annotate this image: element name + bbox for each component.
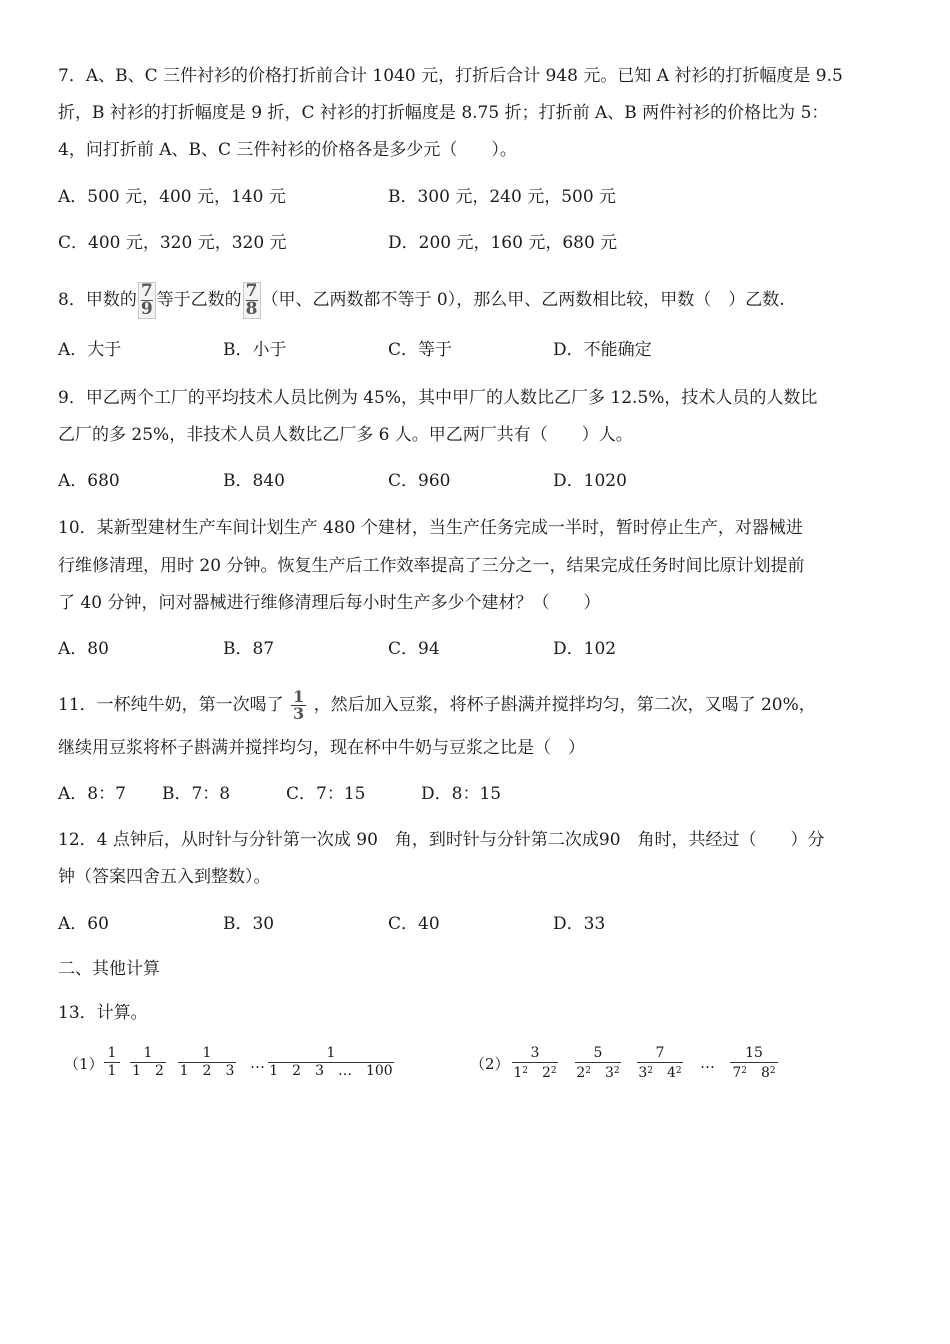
q10-option-d[interactable]: D．102	[553, 639, 617, 659]
q11-pre: 11．一杯纯牛奶，第一次喝了	[58, 695, 284, 715]
q13-part1-label: （1）	[64, 1055, 104, 1073]
q12-option-a[interactable]: A．60	[58, 914, 109, 934]
q10-options	[58, 638, 758, 660]
q11-post: ，然后加入豆浆，将杯子斟满并搅拌均匀，第二次，又喝了 20%，	[313, 695, 816, 715]
q8-pre: 8．甲数的	[58, 290, 137, 310]
q7-option-b[interactable]: B．300 元，240 元，500 元	[388, 187, 617, 207]
q11-option-a[interactable]: A．8：7	[58, 784, 126, 804]
q13-part1-term1: 1 1	[104, 1045, 120, 1080]
q7-option-d[interactable]: D．200 元，160 元，680 元	[388, 233, 618, 253]
q9-option-a[interactable]: A．680	[58, 471, 120, 491]
q13-part1-term2: 1 1 2	[130, 1045, 166, 1080]
q9-options	[58, 470, 758, 492]
q8-option-d[interactable]: D．不能确定	[553, 340, 652, 360]
q11-option-d[interactable]: D．8：15	[421, 784, 502, 804]
q11-fraction: $\frac{1}{3}$	[293, 687, 305, 723]
q9-option-c[interactable]: C．960	[388, 471, 451, 491]
q13-part2-term3: 7 $3^2$ $4^2$	[638, 1045, 682, 1081]
q8-option-c[interactable]: C．等于	[388, 340, 453, 360]
q13-part2-term4: 15 $7^2$ $8^2$	[730, 1045, 778, 1082]
q12-options	[58, 913, 758, 935]
q10-option-c[interactable]: C．94	[388, 639, 440, 659]
q8-line	[58, 280, 785, 320]
q8-option-b[interactable]: B．小于	[223, 340, 287, 360]
q7-options-row2	[58, 232, 758, 254]
q11-option-b[interactable]: B．7：8	[162, 784, 231, 804]
q10-line3: 了 40 分钟，问对器械进行维修清理后每小时生产多少个建材？（ ）	[58, 593, 601, 613]
q11-option-c[interactable]: C．7：15	[286, 784, 366, 804]
q12-line2: 钟（答案四舍五入到整数）。	[58, 867, 271, 887]
q12-option-b[interactable]: B．30	[223, 914, 275, 934]
q8-options	[58, 339, 758, 361]
q10-option-a[interactable]: A．80	[58, 639, 109, 659]
q13-part2-term2: 5 $2^2$ $3^2$	[576, 1045, 620, 1081]
q11-options	[58, 783, 758, 805]
q8-mid: 等于乙数的	[156, 290, 242, 310]
q9-line1: 9．甲乙两个工厂的平均技术人员比例为 45%，其中甲厂的人数比乙厂多 12.5%，技术人员的人数比	[58, 388, 818, 408]
q11-line1	[58, 685, 816, 725]
q10-option-b[interactable]: B．87	[223, 639, 275, 659]
q7-line3: 4，问打折前 A、B、C 三件衬衫的价格各是多少元（ ）。	[58, 140, 517, 160]
q12-option-d[interactable]: D．33	[553, 914, 606, 934]
q13-title: 13．计算。	[58, 1003, 148, 1023]
section-heading: 二、其他计算	[58, 959, 160, 979]
q13-part2-label: （2）	[470, 1055, 510, 1073]
q9-option-d[interactable]: D．1020	[553, 471, 627, 491]
q7-line1: 7．A、B、C 三件衬衫的价格打折前合计 1040 元，打折后合计 948 元。已知 A 衬衫的打折幅度是 9.5	[58, 66, 843, 86]
q12-option-c[interactable]: C．40	[388, 914, 440, 934]
q13-part1-ellipsis: …	[250, 1054, 265, 1072]
q7-options-row1	[58, 186, 758, 208]
q9-line2: 乙厂的多 25%，非技术人员人数比乙厂多 6 人。甲乙两厂共有（ ）人。	[58, 425, 633, 445]
q8-fraction-2: $\frac{7}{8}$	[243, 282, 261, 319]
q13-part2-ellipsis: …	[700, 1054, 715, 1072]
q8-post: （甲、乙两数都不等于 0），那么甲、乙两数相比较，甲数（ ）乙数.	[261, 290, 785, 310]
q7-option-c[interactable]: C．400 元，320 元，320 元	[58, 233, 287, 253]
q7-line2: 折，B 衬衫的打折幅度是 9 折，C 衬衫的打折幅度是 8.75 折；打折前 A、B 两件衬衫的价格比为 5：	[58, 103, 829, 123]
q13-part1-term4: 1 1 2 3 … 100	[269, 1045, 393, 1079]
q8-option-a[interactable]: A．大于	[58, 340, 122, 360]
q10-line1: 10．某新型建材生产车间计划生产 480 个建材，当生产任务完成一半时，暂时停止生产，对器械进	[58, 518, 803, 538]
q10-line2: 行维修清理，用时 20 分钟。恢复生产后工作效率提高了三分之一，结果完成任务时间比原计划提前	[58, 556, 805, 576]
q7-option-a[interactable]: A．500 元，400 元，140 元	[58, 187, 286, 207]
q13-part2-term1: 3 $1^2$ $2^2$	[513, 1045, 557, 1081]
q13-part1-term3: 1 1 2 3	[179, 1045, 235, 1079]
q8-fraction-1: $\frac{7}{9}$	[138, 282, 156, 319]
q9-option-b[interactable]: B．840	[223, 471, 285, 491]
q12-line1: 12．4 点钟后，从时针与分针第一次成 90 角，到时针与分针第二次成90 角时，共经过（ ）分	[58, 830, 825, 850]
q11-line2: 继续用豆浆将杯子斟满并搅拌均匀，现在杯中牛奶与豆浆之比是（ ）	[58, 738, 585, 758]
